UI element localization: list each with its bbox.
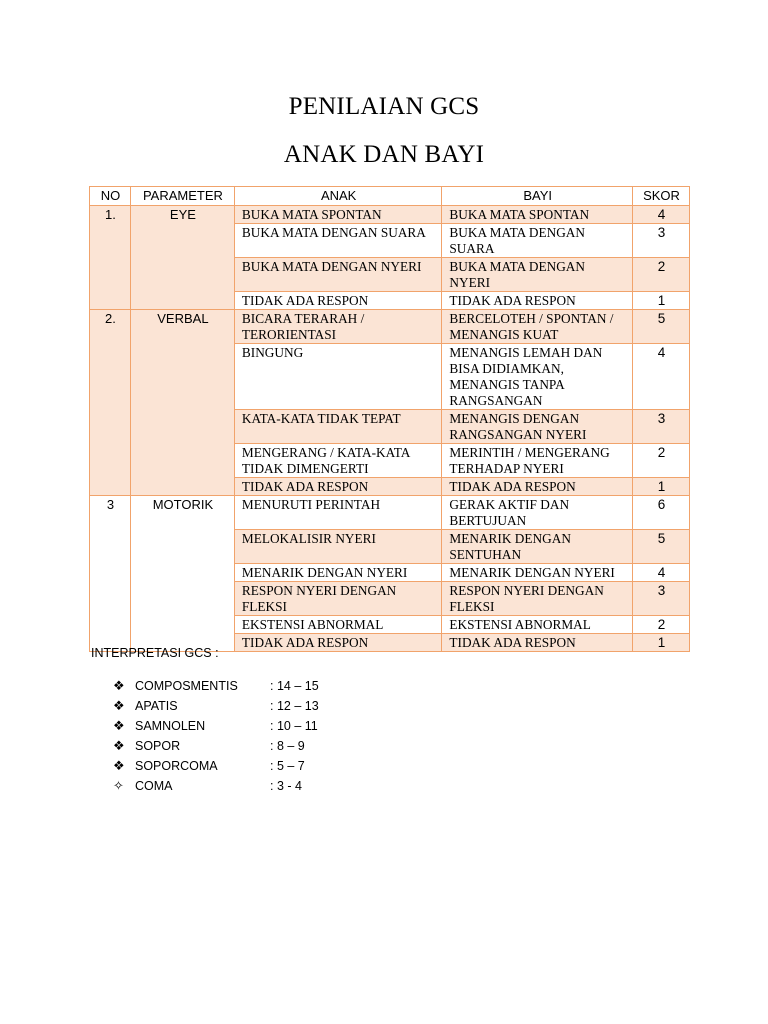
cell-anak: TIDAK ADA RESPON	[234, 292, 442, 310]
cell-bayi: MERINTIH / MENGERANG TERHADAP NYERI	[442, 444, 633, 478]
interpretation-name: SOPOR	[135, 739, 181, 753]
page-subtitle: ANAK DAN BAYI	[283, 141, 485, 168]
cell-bayi: TIDAK ADA RESPON	[442, 292, 633, 310]
cell-bayi: TIDAK ADA RESPON	[442, 478, 633, 496]
cell-bayi: BUKA MATA SPONTAN	[442, 206, 633, 224]
group-no: 3	[90, 496, 131, 652]
cell-skor: 5	[633, 310, 690, 344]
cell-anak: EKSTENSI ABNORMAL	[234, 616, 442, 634]
interpretation-name: APATIS	[135, 699, 178, 713]
diamond-bullet-icon: ❖	[113, 698, 125, 713]
cell-bayi: EKSTENSI ABNORMAL	[442, 616, 633, 634]
interpretation-title: INTERPRETASI GCS :	[91, 646, 219, 660]
gcs-table	[89, 186, 690, 652]
group-no: 1.	[90, 206, 131, 310]
cell-anak: BICARA TERARAH / TERORIENTASI	[234, 310, 442, 344]
cell-bayi: RESPON NYERI DENGAN FLEKSI	[442, 582, 633, 616]
interpretation-name: COMA	[135, 779, 173, 793]
interpretation-range: : 14 – 15	[270, 679, 319, 693]
cell-anak: MENURUTI PERINTAH	[234, 496, 442, 530]
page-title: PENILAIAN GCS	[288, 93, 480, 120]
cell-anak: BINGUNG	[234, 344, 442, 410]
cell-skor: 4	[633, 344, 690, 410]
cell-bayi: MENARIK DENGAN NYERI	[442, 564, 633, 582]
cell-bayi: GERAK AKTIF DAN BERTUJUAN	[442, 496, 633, 530]
cell-skor: 1	[633, 478, 690, 496]
cell-bayi: MENARIK DENGAN SENTUHAN	[442, 530, 633, 564]
cell-bayi: TIDAK ADA RESPON	[442, 634, 633, 652]
table-header-row	[90, 187, 690, 206]
cell-anak: TIDAK ADA RESPON	[234, 478, 442, 496]
header-anak: ANAK	[234, 187, 442, 206]
interpretation-name: COMPOSMENTIS	[135, 679, 238, 693]
group-no: 2.	[90, 310, 131, 496]
cell-skor: 3	[633, 410, 690, 444]
diamond-bullet-icon: ❖	[113, 738, 125, 753]
table-row	[90, 206, 690, 224]
diamond-bullet-icon: ❖	[113, 678, 125, 693]
diamond-bullet-icon: ❖	[113, 718, 125, 733]
header-skor: SKOR	[633, 187, 690, 206]
cell-anak: TIDAK ADA RESPON	[234, 634, 442, 652]
cell-bayi: MENANGIS LEMAH DAN BISA DIDIAMKAN, MENANGIS TANPA RANGSANGAN	[442, 344, 633, 410]
diamond-bullet-icon: ❖	[113, 758, 125, 773]
interpretation-name: SAMNOLEN	[135, 719, 206, 733]
cell-anak: MENARIK DENGAN NYERI	[234, 564, 442, 582]
interpretation-range: : 12 – 13	[270, 699, 319, 713]
cell-bayi: BERCELOTEH / SPONTAN / MENANGIS KUAT	[442, 310, 633, 344]
header-parameter: PARAMETER	[130, 187, 234, 206]
cell-anak: BUKA MATA DENGAN NYERI	[234, 258, 442, 292]
cell-skor: 1	[633, 634, 690, 652]
cell-skor: 3	[633, 582, 690, 616]
cell-skor: 2	[633, 444, 690, 478]
cell-skor: 6	[633, 496, 690, 530]
cell-anak: RESPON NYERI DENGAN FLEKSI	[234, 582, 442, 616]
cell-skor: 2	[633, 258, 690, 292]
cell-skor: 1	[633, 292, 690, 310]
cell-anak: MENGERANG / KATA-KATA TIDAK DIMENGERTI	[234, 444, 442, 478]
cell-bayi: MENANGIS DENGAN RANGSANGAN NYERI	[442, 410, 633, 444]
cell-anak: KATA-KATA TIDAK TEPAT	[234, 410, 442, 444]
group-parameter: MOTORIK	[130, 496, 234, 652]
cell-skor: 3	[633, 224, 690, 258]
interpretation-name: SOPORCOMA	[135, 759, 218, 773]
cell-skor: 5	[633, 530, 690, 564]
cell-anak: BUKA MATA DENGAN SUARA	[234, 224, 442, 258]
cell-bayi: BUKA MATA DENGAN NYERI	[442, 258, 633, 292]
table-row	[90, 310, 690, 344]
cell-skor: 2	[633, 616, 690, 634]
interpretation-range: : 5 – 7	[270, 759, 305, 773]
interpretation-range: : 10 – 11	[270, 719, 318, 733]
cell-skor: 4	[633, 564, 690, 582]
header-bayi: BAYI	[442, 187, 633, 206]
group-parameter: EYE	[130, 206, 234, 310]
interpretation-range: : 3 - 4	[270, 779, 302, 793]
star-bullet-icon: ✧	[113, 778, 124, 793]
cell-anak: BUKA MATA SPONTAN	[234, 206, 442, 224]
cell-bayi: BUKA MATA DENGAN SUARA	[442, 224, 633, 258]
table-row	[90, 496, 690, 530]
cell-anak: MELOKALISIR NYERI	[234, 530, 442, 564]
group-parameter: VERBAL	[130, 310, 234, 496]
interpretation-range: : 8 – 9	[270, 739, 305, 753]
cell-skor: 4	[633, 206, 690, 224]
header-no: NO	[90, 187, 131, 206]
